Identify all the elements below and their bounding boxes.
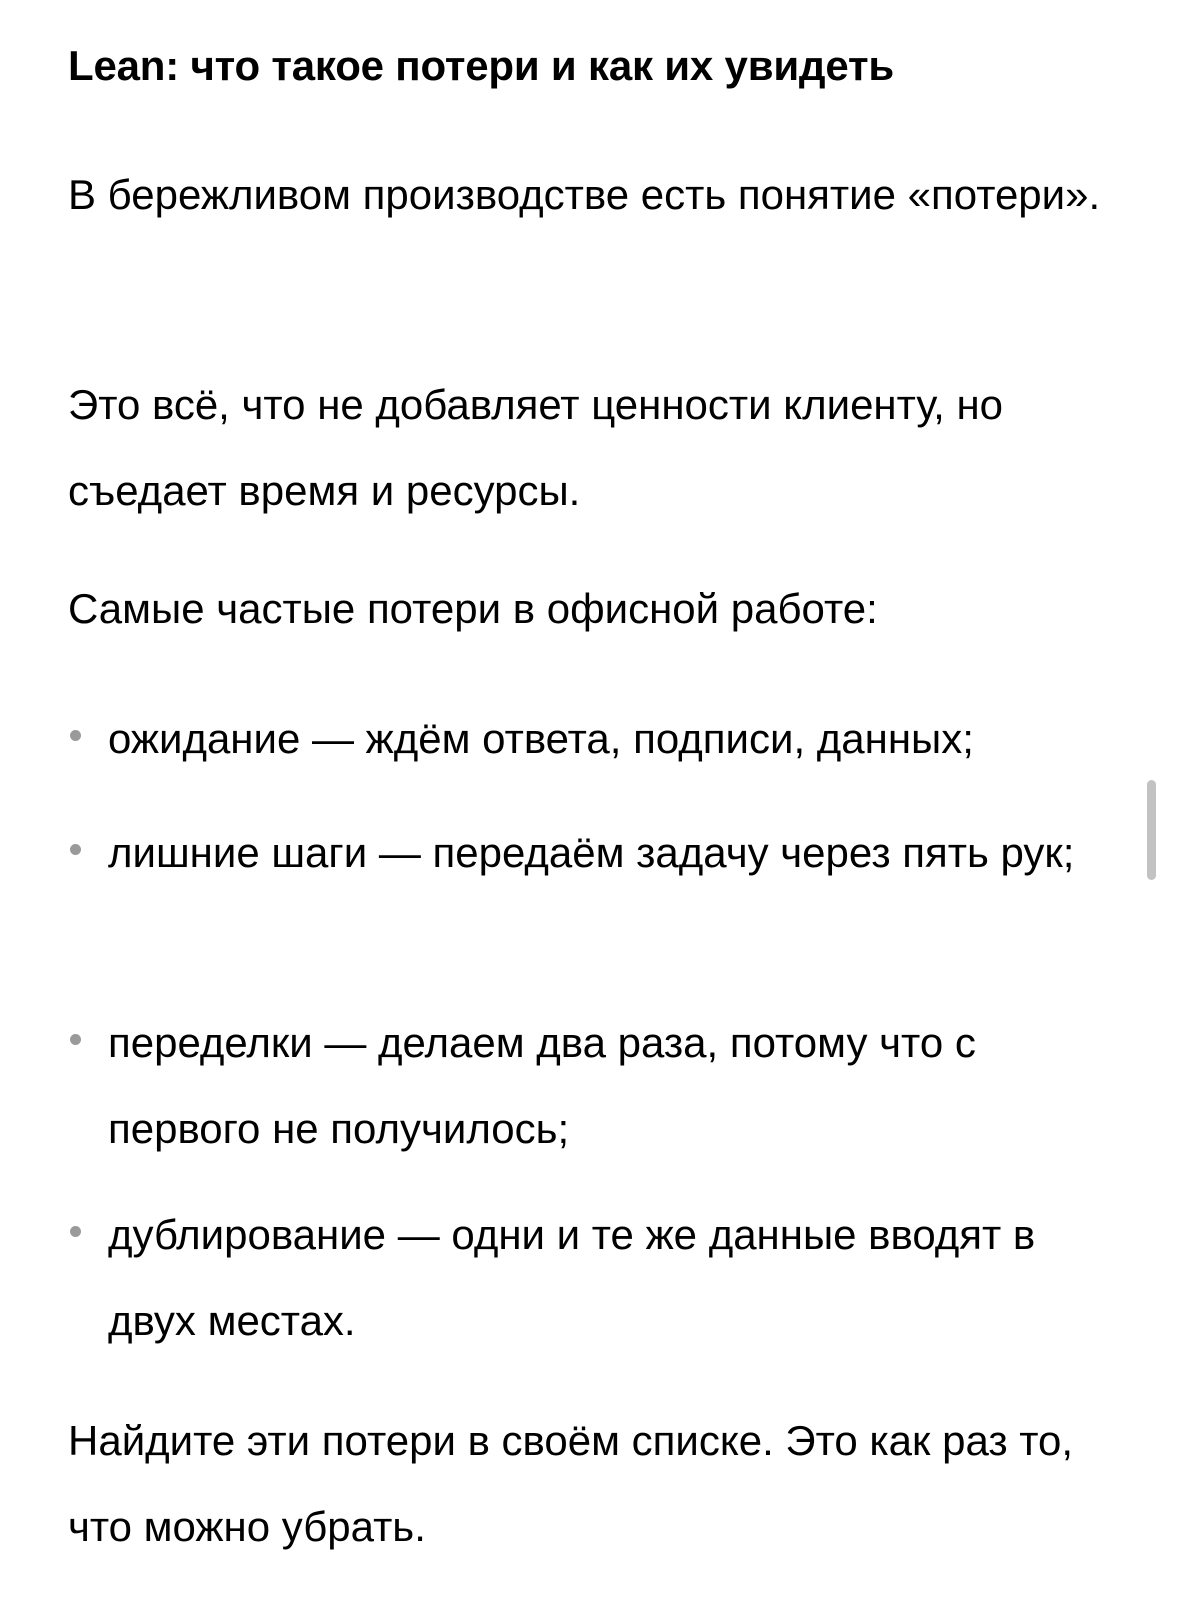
list-item-text: дублирование — одни и те же данные вводят в двух местах. (108, 1211, 1036, 1344)
bullet-icon (70, 1034, 81, 1045)
bullet-icon (70, 730, 81, 741)
vertical-scrollbar[interactable] (1147, 780, 1156, 880)
paragraph-list-intro: Самые частые потери в офисной работе: (68, 585, 878, 632)
paragraph-conclusion: Найдите эти потери в своём списке. Это как раз то, что можно убрать. (68, 1417, 1074, 1550)
article-title: Lean: что такое потери и как их увидеть (68, 42, 894, 89)
paragraph-definition: Это всё, что не добавляет ценности клиенту, но съедает время и ресурсы. (68, 381, 1004, 514)
bullet-icon (70, 844, 81, 855)
paragraph-intro: В бережливом производстве есть понятие «потери». (68, 171, 1101, 218)
list-item-text: лишние шаги — передаём задачу через пять рук; (108, 829, 1075, 876)
bullet-icon (70, 1226, 81, 1237)
list-item-text: переделки — делаем два раза, потому что с первого не получилось; (108, 1019, 976, 1152)
list-item-text: ожидание — ждём ответа, подписи, данных; (108, 715, 974, 762)
